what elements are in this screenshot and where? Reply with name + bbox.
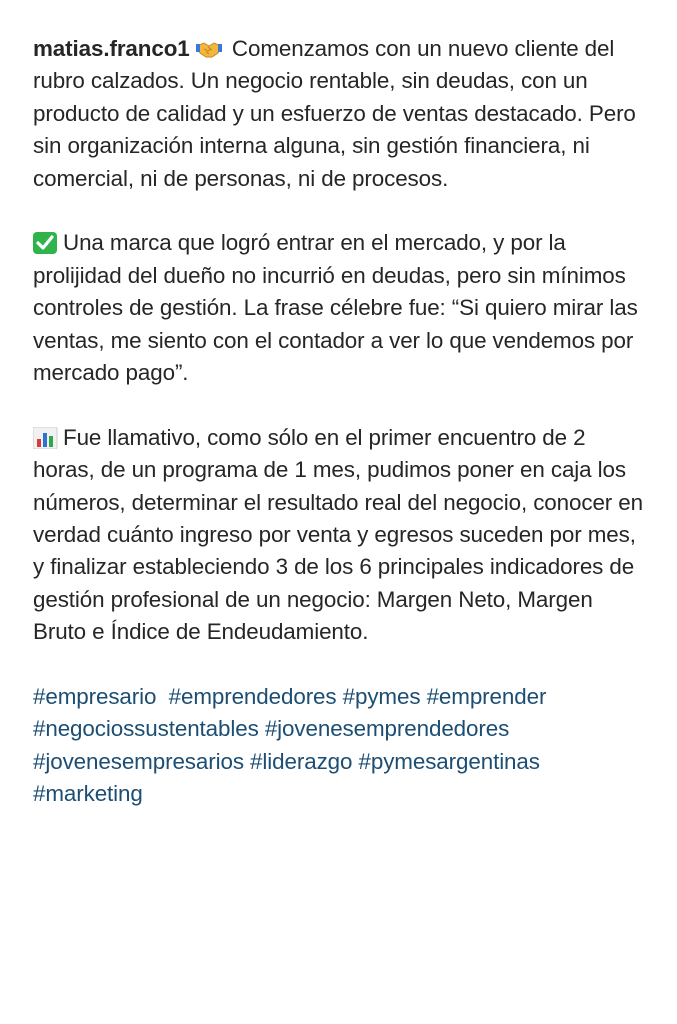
username-link[interactable]: matias.franco1 bbox=[33, 36, 190, 61]
caption-paragraph-3-text: Fue llamativo, como sólo en el primer encuentro de 2 horas, de un programa de 1 mes, pudimos poner en caja los números, determinar el resultado real del negocio, conocer en verdad cuánto ingreso por venta y egresos suceden por mes, y finalizar estableciendo 3 de los 6 principales indicadores de gestión profesional de un negocio: Margen Neto, Margen Bruto e Índice de Endeudamiento. bbox=[33, 424, 643, 645]
hashtag-link[interactable]: #pymes bbox=[342, 684, 421, 710]
caption-paragraph-1 bbox=[33, 33, 648, 195]
bar-chart-icon bbox=[33, 427, 59, 449]
post-caption bbox=[33, 33, 648, 811]
hashtag-link[interactable]: #liderazgo bbox=[250, 748, 353, 774]
hashtag-list bbox=[33, 681, 648, 811]
caption-paragraph-2 bbox=[33, 227, 648, 389]
check-mark-button-icon bbox=[33, 232, 59, 254]
handshake-icon bbox=[196, 38, 222, 60]
hashtag-link[interactable]: #marketing bbox=[33, 781, 143, 807]
caption-paragraph-3 bbox=[33, 422, 648, 649]
hashtag-link[interactable]: #pymesargentinas bbox=[358, 748, 540, 774]
hashtag-link[interactable]: #emprendedores bbox=[168, 684, 337, 710]
hashtag-link[interactable]: #empresario bbox=[33, 684, 157, 710]
hashtag-link[interactable]: #negociossustentables bbox=[33, 716, 259, 742]
hashtag-link[interactable]: #jovenesempresarios bbox=[33, 748, 244, 774]
caption-paragraph-1-text: Comenzamos con un nuevo cliente del rubro calzados. Un negocio rentable, sin deudas, con un producto de calidad y un esfuerzo de ventas destacado. Pero sin organización interna alguna, sin gestión financiera, ni comercial, ni de personas, ni de procesos. bbox=[33, 36, 636, 191]
hashtag-link[interactable]: #emprender bbox=[426, 684, 547, 710]
caption-paragraph-2-text: Una marca que logró entrar en el mercado, y por la prolijidad del dueño no incurrió en deudas, pero sin mínimos controles de gestión. La frase célebre fue: “Si quiero mirar las ventas, me siento con el contador a ver lo que vendemos por mercado pago”. bbox=[33, 230, 638, 386]
hashtag-link[interactable]: #jovenesemprendedores bbox=[264, 716, 510, 742]
